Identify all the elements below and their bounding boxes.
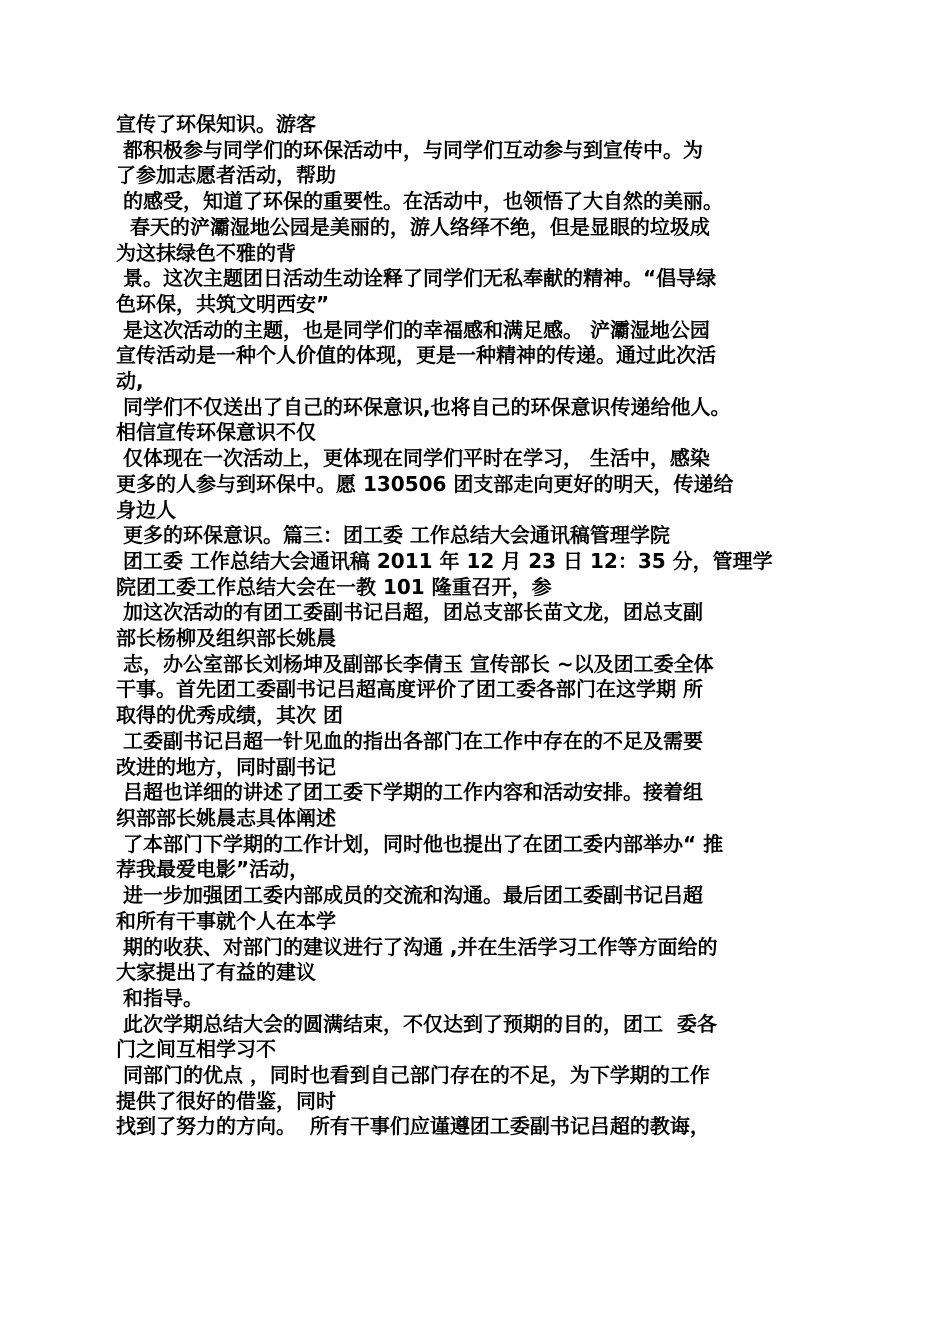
text-line: 了参加志愿者活动，帮助 — [116, 163, 336, 188]
text-line: 大家提出了有益的建议 — [116, 960, 316, 985]
text-line: 更多的人参与到环保中。愿 130506 团支部走向更好的明天，传递给 — [116, 471, 734, 496]
text-line: 春天的浐灞湿地公园是美丽的，游人络绎不绝，但是显眼的垃圾成 — [116, 214, 710, 239]
text-line: 更多的环保意识。篇三：团工委 工作总结大会通讯稿管理学院 — [116, 523, 670, 548]
text-line: 加这次活动的有团工委副书记吕超，团总支部长苗文龙，团总支副 — [116, 600, 703, 625]
text-line: 仅体现在一次活动上，更体现在同学们平时在学习， 生活中，感染 — [116, 446, 710, 471]
text-line: 院团工委工作总结大会在一教 101 隆重召开，参 — [116, 574, 552, 599]
text-line: 期的收获、对部门的建议进行了沟通 ,并在生活学习工作等方面给的 — [116, 934, 718, 959]
text-line: 荐我最爱电影”活动， — [116, 857, 310, 882]
text-line: 同部门的优点 ，同时也看到自己部门存在的不足，为下学期的工作 — [116, 1063, 710, 1088]
text-line: 宣传活动是一种个人价值的体现，更是一种精神的传递。通过此次活 — [116, 343, 716, 368]
text-line: 取得的优秀成绩，其次 团 — [116, 703, 343, 728]
text-line: 和所有干事就个人在本学 — [116, 908, 336, 933]
text-line: 门之间互相学习不 — [116, 1037, 276, 1062]
text-line: 同学们不仅送出了自己的环保意识,也将自己的环保意识传递给他人。 — [116, 394, 731, 419]
text-line: 景。这次主题团日活动生动诠释了同学们无私奉献的精神。“倡导绿 — [116, 266, 717, 291]
text-line: 宣传了环保知识。游客 — [116, 112, 316, 136]
text-line: 了本部门下学期的工作计划，同时他也提出了在团工委内部举办“ 推 — [116, 831, 724, 856]
text-line: 进一步加强团工委内部成员的交流和沟通。最后团工委副书记吕超 — [116, 883, 703, 908]
text-line: 的感受，知道了环保的重要性。在活动中，也领悟了大自然的美丽。 — [116, 189, 723, 214]
text-line: 改进的地方，同时副书记 — [116, 754, 336, 779]
text-line: 相信宣传环保意识不仅 — [116, 420, 316, 445]
text-line: 此次学期总结大会的圆满结束，不仅达到了预期的目的，团工 委各 — [116, 1011, 717, 1036]
text-line: 提供了很好的借鉴，同时 — [116, 1088, 336, 1113]
text-line: 部长杨柳及组织部长姚晨 — [116, 626, 336, 651]
text-line: 都积极参与同学们的环保活动中，与同学们互动参与到宣传中。为 — [116, 137, 703, 162]
text-line: 吕超也详细的讲述了团工委下学期的工作内容和活动安排。接着组 — [116, 780, 703, 805]
text-line: 是这次活动的主题，也是同学们的幸福感和满足感。 浐灞湿地公园 — [116, 317, 710, 342]
text-line: 身边人 — [116, 497, 176, 522]
text-line: 动, — [116, 369, 144, 394]
text-line: 色环保，共筑文明西安” — [116, 291, 330, 316]
text-line: 和指导。 — [116, 985, 203, 1010]
text-line: 为这抹绿色不雅的背 — [116, 240, 296, 265]
text-line: 团工委 工作总结大会通讯稿 2011 年 12 月 23 日 12：35 分，管理学 — [116, 548, 773, 573]
text-line: 干事。首先团工委副书记吕超高度评价了团工委各部门在这学期 所 — [116, 677, 703, 702]
text-line: 工委副书记吕超一针见血的指出各部门在工作中存在的不足及需要 — [116, 728, 703, 753]
text-line: 志，办公室部长刘杨坤及副部长李倩玉 宣传部长 ~以及团工委全体 — [116, 651, 714, 676]
text-line: 找到了努力的方向。 所有干事们应谨遵团工委副书记吕超的教诲， — [116, 1114, 710, 1139]
text-line: 织部部长姚晨志具体阐述 — [116, 805, 336, 830]
document-body — [116, 112, 836, 1140]
